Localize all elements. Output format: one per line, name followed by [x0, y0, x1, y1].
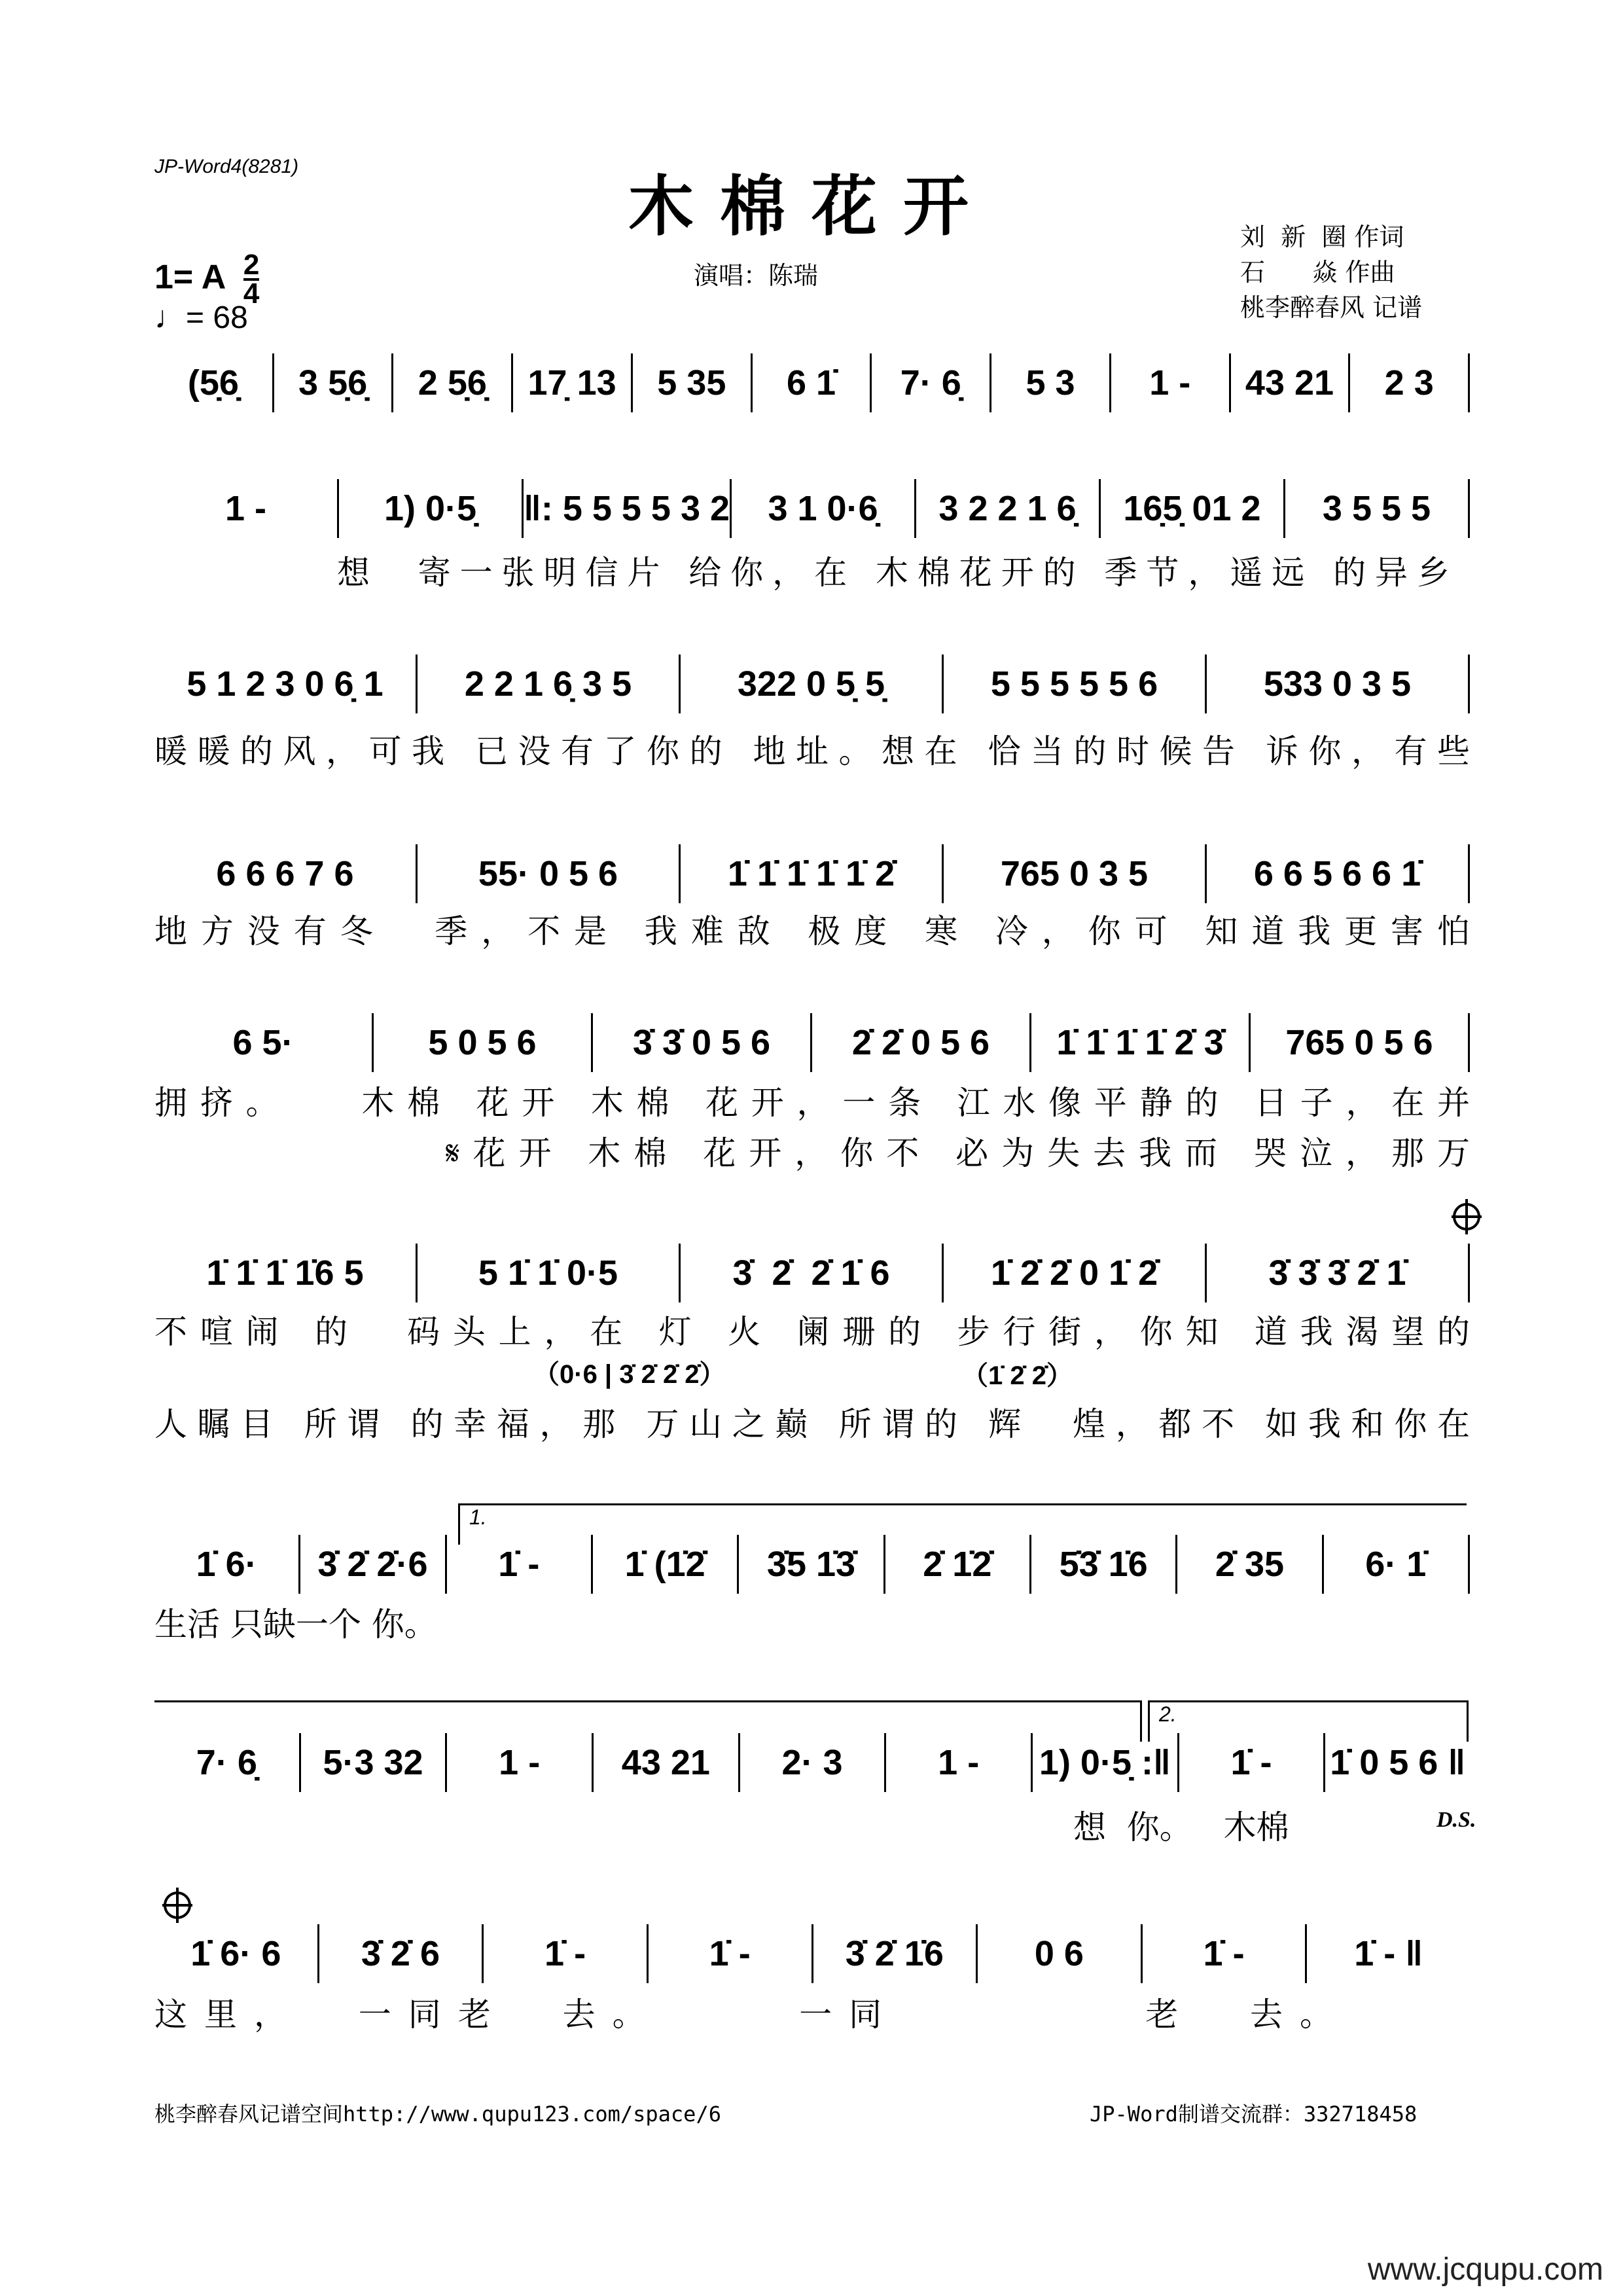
measure: 17̣ 13 [513, 353, 633, 412]
staff-row [154, 844, 1470, 903]
volta-1 [458, 1503, 1467, 1545]
song-title: 木棉花开 [628, 168, 995, 245]
measure: 2· 3 [740, 1733, 887, 1792]
lyrics-line: 想 你。 木棉 [1073, 1808, 1289, 1846]
singer: 演唱：陈瑞 [694, 261, 819, 290]
measure: 3̇ 2̇ 1̇6 [813, 1924, 978, 1983]
tempo: ♩= 68 [154, 300, 248, 335]
footer-left: 桃李醉春风记谱空间http://www.qupu123.com/space/6 [154, 2102, 721, 2126]
measure: 5 1̇ 1̇ 0·5 [418, 1244, 681, 1302]
lyrics-line: 𝄋花开 木棉 花开，你不 必为失去我而 哭泣，那万 [446, 1134, 1470, 1172]
measure: 533 0 3 5 [1207, 655, 1470, 713]
measure: 5 1 2 3 0 6̣ 1 [154, 655, 418, 713]
measure: 1) 0·5̣ :‖ [1033, 1733, 1179, 1792]
measure: 5 0 5 6 [374, 1013, 593, 1072]
measure: 1̇ - [649, 1924, 813, 1983]
measure: 43 21 [1231, 353, 1351, 412]
measure: 7· 6̣ [154, 1733, 301, 1792]
key: 1= A [154, 258, 225, 296]
volta-label: 2. [1159, 1702, 1177, 1726]
time-numerator: 2 [243, 249, 260, 281]
measure: 1̇ - [1143, 1924, 1308, 1983]
volta-label: 1. [469, 1505, 487, 1529]
measure: 1̇ (1̇2̇ [593, 1535, 739, 1594]
alternate-notes: （1̇ 2̇ 2̇） [962, 1361, 1073, 1390]
volta-2 [1148, 1700, 1469, 1742]
measure: 2̇ 2̇ 0 5 6 [812, 1013, 1031, 1072]
lyrics-line: 地方没有冬 季，不是 我难敌 极度 寒 冷，你可 知道我更害怕 [154, 912, 1470, 950]
measure: 1̇ 1̇ 1̇ 1̇6 5 [154, 1244, 418, 1302]
measure: 765 0 5 6 [1251, 1013, 1470, 1072]
measure: 1̇ 6· [154, 1535, 300, 1594]
lyrics-line: 想 寄一张明信片 给你，在 木棉花开的 季节，遥远 的异乡 [337, 554, 1450, 592]
staff-row [154, 655, 1470, 713]
staff-row [154, 479, 1470, 538]
staff-row [154, 1244, 1470, 1302]
measure: 43 21 [594, 1733, 740, 1792]
credits: 刘 新 圈 作词 石 焱 作曲 桃李醉春风 记谱 [1240, 223, 1423, 322]
measure: 6· 1̇ [1324, 1535, 1470, 1594]
measure: 3̇ 3̇ 3̇ 2̇ 1̇ [1207, 1244, 1470, 1302]
footer-right: JP-Word制谱交流群：332718458 [1090, 2102, 1418, 2126]
measure: 5 3 [991, 353, 1111, 412]
lyrics-line: 人瞩目 所谓 的幸福，那 万山之巅 所谓的 辉 煌，都不 如我和你在 [154, 1405, 1470, 1443]
software-version: JP-Word4(8281) [154, 156, 299, 177]
lyrics-line: 这里， 一同老 去。 一同 老 去。 [154, 1996, 1332, 2034]
measure: 5 5 5 5 5 6 [944, 655, 1207, 713]
measure: 3 2 2 1 6̣ [916, 479, 1101, 538]
coda-icon [164, 1892, 191, 1919]
measure: 3̇5 1̇3̇ [739, 1535, 885, 1594]
lyrics-line: 拥挤。 木棉 花开 木棉 花开，一条 江水像平静的 日子，在并 [154, 1084, 1470, 1122]
measure: 1) 0·5̣ [339, 479, 524, 538]
measure: 3̇ 2̇ 6 [319, 1924, 484, 1983]
measure: 1̇ - [484, 1924, 649, 1983]
measure: (5̣6̣ [154, 353, 274, 412]
measure: 3 5̣6̣ [274, 353, 394, 412]
measure: 1̇ 6· 6 [154, 1924, 319, 1983]
measure: 1 - [886, 1733, 1033, 1792]
measure: 55· 0 5 6 [418, 844, 681, 903]
measure: 3̇ 2̇ 2̇·6 [300, 1535, 446, 1594]
measure: 7· 6̣ [872, 353, 991, 412]
measure: 3 5 5 5 [1285, 479, 1470, 538]
measure: 3̇ 3̇ 0 5 6 [593, 1013, 812, 1072]
lyrics-line: 生活 只缺一个 你。 [154, 1605, 437, 1643]
measure: 3̇ 2̇ 2̇ 1̇ 6 [681, 1244, 944, 1302]
lyrics-line: 不喧闹 的 码头上，在 灯 火 阑珊的 步行街，你知 道我渴望的 [154, 1313, 1470, 1351]
measure: 5̇3̇ 1̇6 [1031, 1535, 1177, 1594]
time-denominator: 4 [243, 278, 260, 310]
measure: 1̇ 0 5 6 ‖ [1330, 1743, 1466, 1782]
watermark: www.jcqupu.com [1367, 2252, 1603, 2287]
measure: 2̇ 35 [1177, 1535, 1323, 1594]
measure: ‖: 5 5 5 5 3 2 [524, 479, 732, 538]
measure: 5 35 [633, 353, 753, 412]
measure: 0 6 [978, 1924, 1143, 1983]
staff-row [154, 353, 1470, 412]
measure: 1̇ - [1179, 1733, 1326, 1792]
measure: 765 0 3 5 [944, 844, 1207, 903]
measure: 6 1̇ [753, 353, 872, 412]
measure: 1̇ - [447, 1535, 593, 1594]
measure: 2̇ 1̇2̇ [885, 1535, 1031, 1594]
volta-1-continued [154, 1700, 1142, 1742]
measure: 6 6 5 6 6 1̇ [1207, 844, 1470, 903]
lyrics-line: 暖暖的风，可我 已没有了你的 地址。想在 恰当的时候告 诉你，有些 [154, 732, 1470, 770]
measure: 1 - [1111, 353, 1231, 412]
measure: 1̇ - ‖ [1354, 1934, 1423, 1973]
coda-icon [1453, 1203, 1480, 1230]
staff-row [154, 1013, 1470, 1072]
alternate-notes: （0·6 | 3̇ 2̇ 2̇ 2̇） [533, 1360, 726, 1389]
measure: 6 6 6 7 6 [154, 844, 418, 903]
measure: 3 1 0·6̣ [732, 479, 916, 538]
key-signature [154, 249, 260, 310]
measure: 322 0 5̣ 5̣ [681, 655, 944, 713]
measure: 2 2 1 6̣ 3 5 [418, 655, 681, 713]
measure: 2 5̣6̣ [393, 353, 513, 412]
measure: 5·3 32 [301, 1733, 448, 1792]
measure: 1 - [447, 1733, 594, 1792]
measure: 6 5· [154, 1013, 374, 1072]
measure: 1̇ 1̇ 1̇ 1̇ 2̇ 3̇ [1031, 1013, 1251, 1072]
measure: 1̇ 1̇ 1̇ 1̇ 1̇ 2̇ [681, 844, 944, 903]
measure: 1̇ 2̇ 2̇ 0 1̇ 2̇ [944, 1244, 1207, 1302]
time-signature [243, 249, 260, 310]
measure: 16̣5̣ 01 2 [1101, 479, 1285, 538]
measure: 1 - [154, 479, 339, 538]
staff-row [154, 1924, 1470, 1983]
measure: 2 3 [1350, 353, 1470, 412]
dal-segno-marking: D.S. [1436, 1808, 1476, 1832]
staff-row [154, 1733, 1470, 1792]
